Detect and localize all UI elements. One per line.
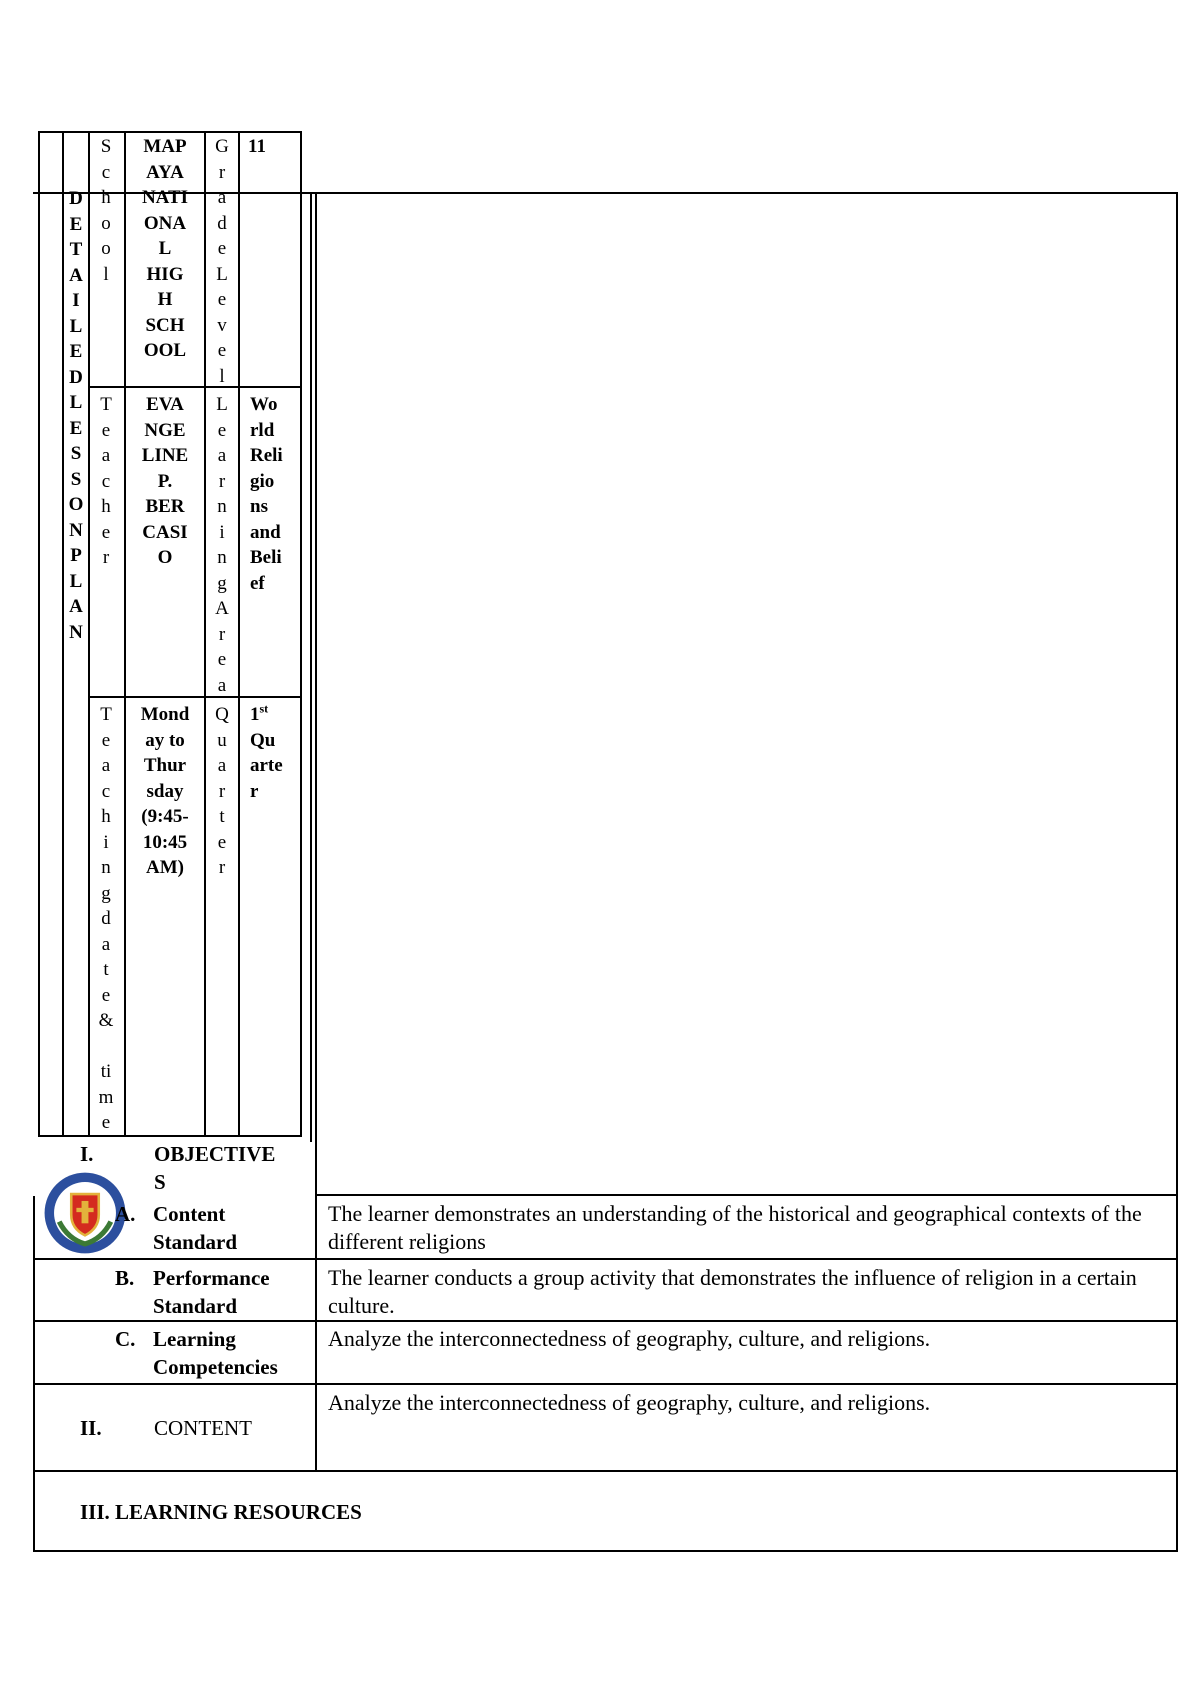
teacher-value: EVA NGE LINE P. BER CASI O	[141, 394, 189, 568]
quarter-number: 1	[250, 704, 260, 725]
header-table-top-border	[38, 131, 302, 133]
quarter-ordinal-suffix: st	[259, 701, 269, 716]
teaching-date-value: Mond ay to Thur sday (9:45- 10:45 AM)	[140, 704, 190, 878]
header-col-line-2	[62, 131, 64, 1137]
content-standard-marker: A.	[115, 1202, 136, 1226]
performance-standard-label	[115, 1264, 310, 1320]
grade-level-label: G r a d e L e v e l	[215, 136, 229, 387]
row-divider-objectives	[317, 1194, 1178, 1196]
header-table-bottom-border	[38, 1135, 302, 1137]
quarter-value	[250, 702, 300, 804]
content-standard-title: Content Standard	[153, 1202, 238, 1254]
header-row-divider-2	[88, 696, 302, 698]
header-col-line-3	[88, 131, 90, 1137]
learning-area-value: Wo rld Reli gio ns and Beli ef	[250, 394, 283, 594]
performance-standard-marker: B.	[115, 1266, 135, 1290]
learning-competencies-text: Analyze the interconnectedness of geography, culture, and religions.	[328, 1326, 931, 1351]
school-value: MAP AYA NATI ONA L HIG H SCH OOL	[141, 136, 189, 361]
row-divider-performance-standard	[33, 1320, 1178, 1322]
header-col-line-7	[300, 131, 302, 1137]
header-col-line-5	[204, 131, 206, 1137]
learning-competencies-label	[115, 1325, 310, 1381]
objectives-title: OBJECTIVE S	[154, 1142, 276, 1194]
header-col-line-1	[38, 131, 40, 1137]
performance-standard-text: The learner conducts a group activity that demonstrates the influence of religion in a certain culture.	[328, 1265, 1137, 1318]
outer-table-bottom-border	[33, 1550, 1178, 1552]
row-divider-content-standard	[33, 1258, 1178, 1260]
content-title: CONTENT	[154, 1416, 252, 1440]
learning-resources-title: III. LEARNING RESOURCES	[80, 1500, 362, 1524]
objectives-numeral: I.	[80, 1142, 94, 1166]
grade-level-value: 11	[248, 136, 266, 157]
row-divider-content	[33, 1470, 1178, 1472]
learning-competencies-title: Learning Competencies	[153, 1327, 278, 1379]
label-column-divider-inner	[310, 192, 312, 1142]
lesson-plan-vertical-title: D E T A I L E D L E S S O N P L A N	[68, 188, 84, 643]
performance-standard-title: Performance Standard	[153, 1266, 270, 1318]
content-numeral: II.	[80, 1416, 102, 1440]
quarter-word: Qu arte r	[250, 729, 283, 802]
learning-area-label: L e a r n i n g A r e a	[215, 394, 229, 696]
outer-table-right-border	[1176, 192, 1178, 1552]
teaching-date-label: T e a c h i n g d a t e & ti m e	[98, 704, 114, 1133]
learning-competencies-marker: C.	[115, 1327, 136, 1351]
row-divider-learning-competencies	[33, 1383, 1178, 1385]
content-standard-text: The learner demonstrates an understanding of the historical and geographical contexts of the different religions	[328, 1201, 1142, 1254]
content-standard-label	[115, 1200, 305, 1256]
outer-table-left-border	[33, 1196, 35, 1552]
content-text: Analyze the interconnectedness of geography, culture, and religions.	[328, 1390, 931, 1415]
header-row-divider-1	[88, 386, 302, 388]
header-col-line-6	[238, 131, 240, 1137]
label-column-divider	[315, 192, 317, 1472]
school-label: S c h o o l	[100, 136, 112, 285]
teacher-label: T e a c h e r	[100, 394, 112, 568]
quarter-label: Q u a r t e r	[215, 704, 229, 878]
